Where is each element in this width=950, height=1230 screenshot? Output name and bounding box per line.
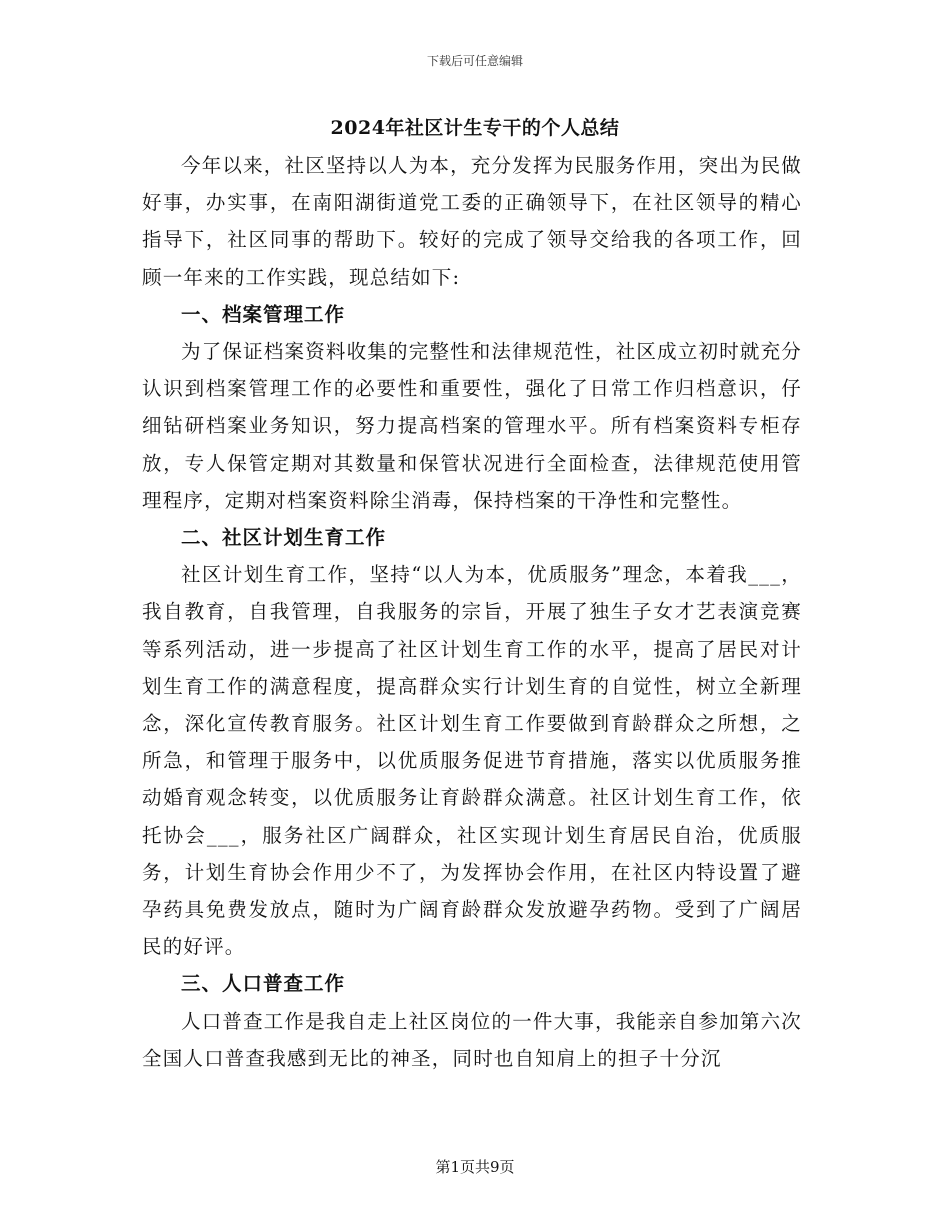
section-heading-archives: 一、档案管理工作 [181, 302, 346, 326]
section-body-census: 人口普查工作是我自走上社区岗位的一件大事，我能亲自参加第六次全国人口普查我感到无比的神圣，同时也自知肩上的担子十分沉 [142, 1009, 803, 1070]
document-title: 2024年社区计生专干的个人总结 [330, 117, 620, 139]
section-heading-census: 三、人口普查工作 [181, 972, 346, 996]
page-number: 第1页共9页 [435, 1158, 515, 1176]
section-body-archives: 为了保证档案资料收集的完整性和法律规范性，社区成立初时就充分认识到档案管理工作的必要性和重要性，强化了日常工作归档意识，仔细钻研档案业务知识，努力提高档案的管理水平。所有档案资料专柜存放，专人保管定期对其数量和保管状况进行全面检查，法律规范使用管理程序，定期对档案资料除尘消毒，保持档案的干净性和完整性。 [142, 340, 803, 512]
document-body [142, 147, 802, 1077]
header-note: 下载后可任意编辑 [426, 54, 523, 68]
section-body-family-planning: 社区计划生育工作，坚持“以人为本，优质服务”理念，本着我___，我自教育，自我管理，自我服务的宗旨，开展了独生子女才艺表演竞赛等系列活动，进一步提高了社区计划生育工作的水平，提高了居民对计划生育工作的满意程度，提高群众实行计划生育的自觉性，树立全新理念，深化宣传教育服务。社区计划生育工作要做到育龄群众之所想，之所急，和管理于服务中，以优质服务促进节育措施，落实以优质服务推动婚育观念转变，以优质服务让育龄群众满意。社区计划生育工作，依托协会___，服务社区广阔群众，社区实现计划生育居民自治，优质服务，计划生育协会作用少不了，为发挥协会作用，在社区内特设置了避孕药具免费发放点，随时为广阔育龄群众发放避孕药物。受到了广阔居民的好评。 [142, 563, 802, 959]
intro-paragraph: 今年以来，社区坚持以人为本，充分发挥为民服务作用，突出为民做好事，办实事，在南阳湖街道党工委的正确领导下，在社区领导的精心指导下，社区同事的帮助下。较好的完成了领导交给我的各项工作，回顾一年来的工作实践，现总结如下: [142, 154, 803, 289]
section-heading-family-planning: 二、社区计划生育工作 [181, 526, 387, 550]
